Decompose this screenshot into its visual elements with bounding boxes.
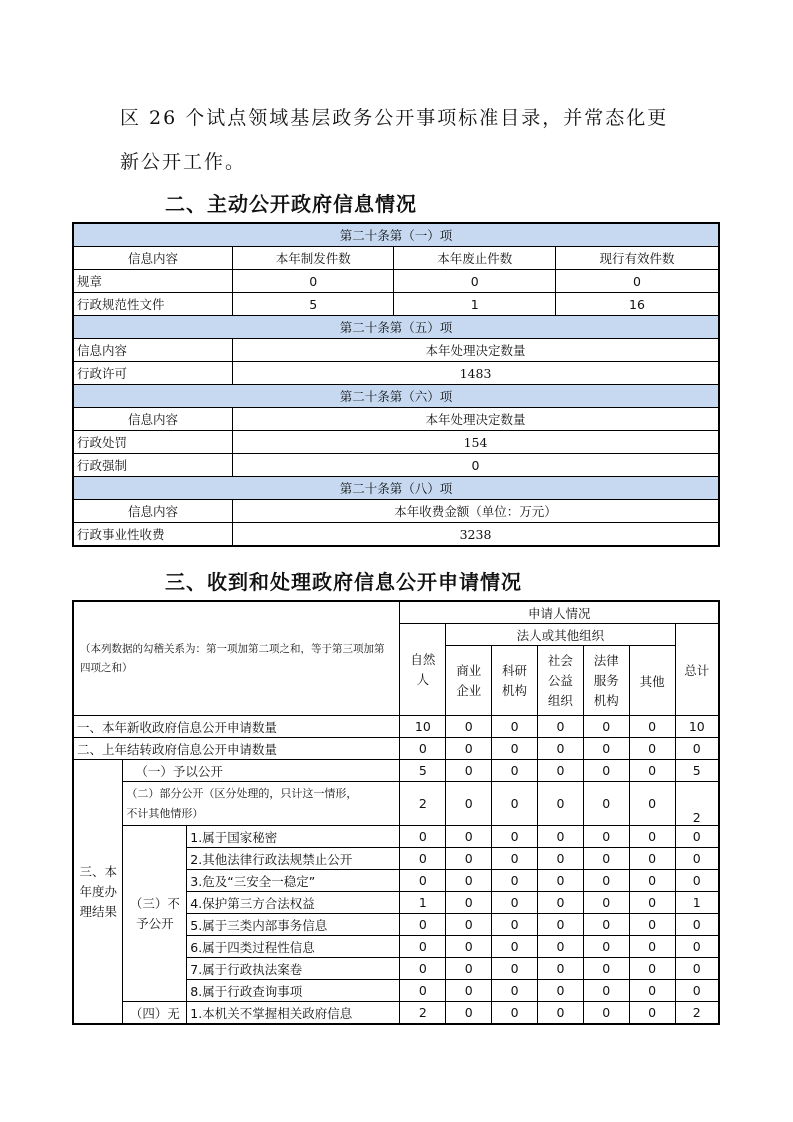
cell-value: 0 [583,892,629,914]
row-label: 4.保护第三方合法权益 [187,892,400,914]
row-none-1 [73,1002,719,1025]
header-value: 本年收费金额（单位：万元） [233,500,720,523]
partial-label-b: 不计其他情形） [126,806,204,820]
cell-value: 0 [446,782,492,826]
cell-value: 10 [675,716,719,738]
cell-value: 0 [583,980,629,1002]
intro-line-2: 新公开工作。 [120,151,247,173]
cell-value: 1 [400,892,446,914]
cell-value: 0 [537,914,583,936]
cell-value: 0 [675,738,719,760]
none-group-label: （四）无 [123,1002,187,1025]
cell-value: 0 [537,738,583,760]
cell-value: 0 [394,270,555,293]
cell-value: 0 [400,980,446,1002]
cell-value: 0 [400,870,446,892]
cell-value: 0 [583,782,629,826]
cell-value: 0 [629,870,675,892]
header-content: 信息内容 [73,339,233,362]
cell-value: 0 [675,870,719,892]
deny-label-a: （三）不 [129,895,180,911]
header-valid: 现行有效件数 [555,247,719,270]
cell-value: 0 [675,980,719,1002]
cell-value: 0 [583,1002,629,1025]
cell-value: 0 [555,270,719,293]
legal-entity-header: 法人或其他组织 [446,624,675,646]
row-label: 2.其他法律行政法规禁止公开 [187,848,400,870]
cell-value: 0 [537,848,583,870]
cell-value: 0 [675,958,719,980]
row-label: 8.属于行政查询事项 [187,980,400,1002]
cell-value: 5 [233,293,394,316]
cell-value: 1 [675,892,719,914]
cell-value: 0 [492,1002,538,1025]
cell-value: 0 [583,914,629,936]
cell-value: 0 [233,454,720,477]
section-2-heading: 二、主动公开政府信息情况 [165,192,417,216]
cell-value: 0 [446,738,492,760]
cell-value: 0 [537,826,583,848]
cell-value: 0 [492,848,538,870]
cell-value: 3238 [233,523,720,547]
cell-value: 0 [629,716,675,738]
application-handling-table [72,600,720,1025]
cell-value: 16 [555,293,719,316]
results-group-a: 三、本 [79,863,117,879]
cell-value: 0 [583,936,629,958]
cell-value: 154 [233,431,720,454]
cell-value: 0 [629,914,675,936]
cell-value: 2 [675,1002,719,1025]
cell-value: 1 [394,293,555,316]
row-label: 6.属于四类过程性信息 [187,936,400,958]
row-grant [73,760,719,782]
cell-value: 0 [492,914,538,936]
col-natural-person [400,624,446,716]
cell-value: 0 [537,782,583,826]
cell-value: 2 [400,1002,446,1025]
cell-value: 10 [400,716,446,738]
cell-value: 0 [629,1002,675,1025]
col-research-a: 科研 [502,662,528,678]
cell-value: 0 [492,782,538,826]
col-business-a: 商业 [456,662,482,678]
row-label: 行政处罚 [73,431,233,454]
cell-value: 0 [537,760,583,782]
cell-value: 0 [629,738,675,760]
cell-value: 0 [400,848,446,870]
cell-value: 0 [629,826,675,848]
row-label: （一）予以公开 [123,760,400,782]
row-label: 行政许可 [73,362,233,385]
cell-value: 0 [446,892,492,914]
row-new-applications [73,716,719,738]
cell-value: 0 [492,980,538,1002]
header-content: 信息内容 [73,500,233,523]
intro-line-1: 区 26 个试点领域基层政务公开事项标准目录，并常态化更 [120,107,669,129]
col-natural-b: 人 [416,671,430,687]
row-label: 1.本机关不掌握相关政府信息 [187,1002,400,1025]
col-natural-a: 自然 [410,651,436,667]
col-law-a: 法律 [593,652,619,668]
col-law-b: 服务 [593,672,619,688]
col-research [492,646,538,716]
row-label: 1.属于国家秘密 [187,826,400,848]
cell-value: 0 [537,892,583,914]
cell-value: 1483 [233,362,720,385]
cell-value: 0 [400,936,446,958]
cell-value: 5 [675,760,719,782]
cell-value: 0 [400,958,446,980]
cell-value: 0 [492,760,538,782]
cell-value: 0 [446,760,492,782]
cell-value: 0 [446,958,492,980]
cell-value: 0 [446,914,492,936]
cell-value: 0 [492,738,538,760]
col-total: 总计 [675,624,719,716]
cell-value: 0 [492,892,538,914]
band-item-8: 第二十条第（八）项 [73,477,719,500]
row-partial [73,782,719,826]
header-value: 本年处理决定数量 [233,408,720,431]
band-item-6: 第二十条第（六）项 [73,385,719,408]
cell-value: 0 [583,870,629,892]
cell-value: 2 [400,782,446,826]
cell-value: 0 [675,826,719,848]
cell-value: 0 [583,760,629,782]
cell-value: 0 [446,826,492,848]
cell-value: 0 [492,936,538,958]
cell-value: 0 [446,936,492,958]
cell-value: 0 [629,848,675,870]
cell-value: 0 [537,1002,583,1025]
band-item-5: 第二十条第（五）项 [73,316,719,339]
cell-value: 0 [583,958,629,980]
row-label: 规章 [73,270,233,293]
deny-label-b: 予公开 [136,915,174,931]
col-public-a: 社会 [547,652,573,668]
results-group-label [73,760,123,1025]
cell-value: 0 [629,936,675,958]
cell-value: 0 [492,958,538,980]
cell-value: 0 [629,980,675,1002]
col-public-welfare [537,646,583,716]
cell-value: 0 [400,738,446,760]
row-label: 5.属于三类内部事务信息 [187,914,400,936]
row-label: 行政规范性文件 [73,293,233,316]
col-business [446,646,492,716]
cell-value: 0 [629,760,675,782]
row-label: 3.危及“三安全一稳定” [187,870,400,892]
cell-value: 0 [446,1002,492,1025]
cell-value: 0 [446,716,492,738]
cell-value: 0 [629,958,675,980]
cell-value: 0 [583,716,629,738]
header-repealed: 本年废止件数 [394,247,555,270]
cell-value: 0 [675,936,719,958]
cell-value: 0 [537,958,583,980]
row-label: 行政强制 [73,454,233,477]
cell-value: 5 [400,760,446,782]
col-legal-service [583,646,629,716]
table-note: （本列数据的勾稽关系为：第一项加第二项之和，等于第三项加第四项之和） [73,601,400,716]
cell-value: 0 [675,848,719,870]
row-label-partial [123,782,400,826]
cell-value: 0 [537,936,583,958]
partial-label-a: （二）部分公开（区分处理的，只计这一情形， [126,786,358,800]
cell-value: 0 [446,870,492,892]
col-business-b: 企业 [456,682,482,698]
cell-value: 0 [446,980,492,1002]
cell-value: 0 [400,826,446,848]
cell-value: 0 [233,270,394,293]
header-value: 本年处理决定数量 [233,339,720,362]
row-label: 行政事业性收费 [73,523,233,547]
header-content: 信息内容 [73,408,233,431]
cell-value: 0 [492,870,538,892]
col-research-b: 机构 [502,682,528,698]
cell-value: 0 [675,914,719,936]
cell-value: 2 [675,782,719,826]
cell-value: 0 [629,892,675,914]
results-group-c: 理结果 [79,903,117,919]
applicant-header: 申请人情况 [400,601,719,624]
row-carried-over [73,738,719,760]
row-label: 二、上年结转政府信息公开申请数量 [73,738,400,760]
cell-value: 0 [537,716,583,738]
col-other: 其他 [629,646,675,716]
header-made: 本年制发件数 [233,247,394,270]
header-content: 信息内容 [73,247,233,270]
cell-value: 0 [583,848,629,870]
cell-value: 0 [583,826,629,848]
col-public-b: 公益 [547,672,573,688]
row-label: 一、本年新收政府信息公开申请数量 [73,716,400,738]
deny-group-label [123,826,187,1002]
cell-value: 0 [446,848,492,870]
results-group-b: 年度办 [79,883,117,899]
cell-value: 0 [492,716,538,738]
cell-value: 0 [629,782,675,826]
section-3-heading: 三、收到和处理政府信息公开申请情况 [165,570,522,594]
row-deny-1 [73,826,719,848]
col-law-c: 机构 [593,692,619,708]
cell-value: 0 [400,914,446,936]
cell-value: 0 [583,738,629,760]
cell-value: 0 [537,870,583,892]
cell-value: 0 [492,826,538,848]
col-public-c: 组织 [547,692,573,708]
proactive-disclosure-table [72,222,720,547]
row-label: 7.属于行政执法案卷 [187,958,400,980]
band-item-1: 第二十条第（一）项 [73,223,719,247]
cell-value: 0 [537,980,583,1002]
